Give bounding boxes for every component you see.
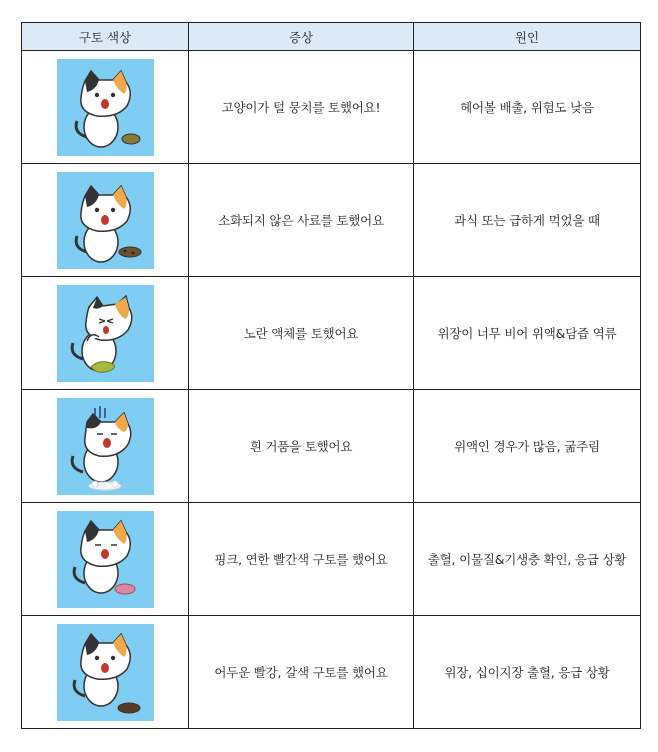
symptom-cell: [189, 503, 414, 616]
table-row: [22, 164, 641, 277]
vomit-color-cell: [22, 503, 189, 616]
symptom-text: 어두운 빨강, 갈색 구토를 했어요: [214, 665, 388, 680]
cause-text: 과식 또는 급하게 먹었을 때: [454, 213, 600, 228]
cause-cell: [414, 164, 641, 277]
symptom-text: 고양이가 털 뭉치를 토했어요!: [221, 100, 381, 115]
symptom-cell: [189, 390, 414, 503]
header-vomit-color: 구토 색상: [22, 23, 189, 51]
cat-dark-red-vomit-icon: [57, 624, 154, 721]
cause-text: 헤어볼 배출, 위험도 낮음: [460, 100, 594, 115]
cause-text: 출혈, 이물질&기생충 확인, 응급 상황: [427, 552, 627, 567]
symptom-cell: [189, 616, 414, 729]
table-row: [22, 51, 641, 164]
cause-cell: [414, 51, 641, 164]
cat-white-foam-icon: [57, 398, 154, 495]
symptom-text: 노란 액체를 토했어요: [243, 326, 359, 341]
symptom-text: 소화되지 않은 사료를 토했어요: [218, 213, 384, 228]
table-row: [22, 616, 641, 729]
symptom-cell: [189, 164, 414, 277]
cause-cell: [414, 277, 641, 390]
vomit-color-cell: [22, 277, 189, 390]
table-row: [22, 390, 641, 503]
cat-pink-vomit-icon: [57, 511, 154, 608]
header-symptom: 증상: [189, 23, 414, 51]
cause-text: 위장이 너무 비어 위액&담즙 역류: [437, 326, 617, 341]
vomit-color-table: [21, 22, 641, 729]
cat-undigested-food-icon: [57, 172, 154, 269]
symptom-cell: [189, 51, 414, 164]
vomit-color-cell: [22, 616, 189, 729]
symptom-text: 핑크, 연한 빨간색 구토를 했어요: [214, 552, 388, 567]
table-header-row: [22, 23, 641, 51]
symptom-text: 흰 거품을 토했어요: [249, 439, 353, 454]
cause-cell: [414, 390, 641, 503]
vomit-color-cell: [22, 164, 189, 277]
table-row: [22, 503, 641, 616]
cause-text: 위장, 십이지장 출혈, 응급 상황: [444, 665, 610, 680]
cause-text: 위액인 경우가 많음, 굶주림: [454, 439, 600, 454]
vomit-color-cell: [22, 390, 189, 503]
vomit-color-cell: [22, 51, 189, 164]
cat-yellow-liquid-icon: [57, 285, 154, 382]
cat-hairball-icon: [57, 59, 154, 156]
cause-cell: [414, 503, 641, 616]
table-row: [22, 277, 641, 390]
header-cause: 원인: [414, 23, 641, 51]
symptom-cell: [189, 277, 414, 390]
cause-cell: [414, 616, 641, 729]
